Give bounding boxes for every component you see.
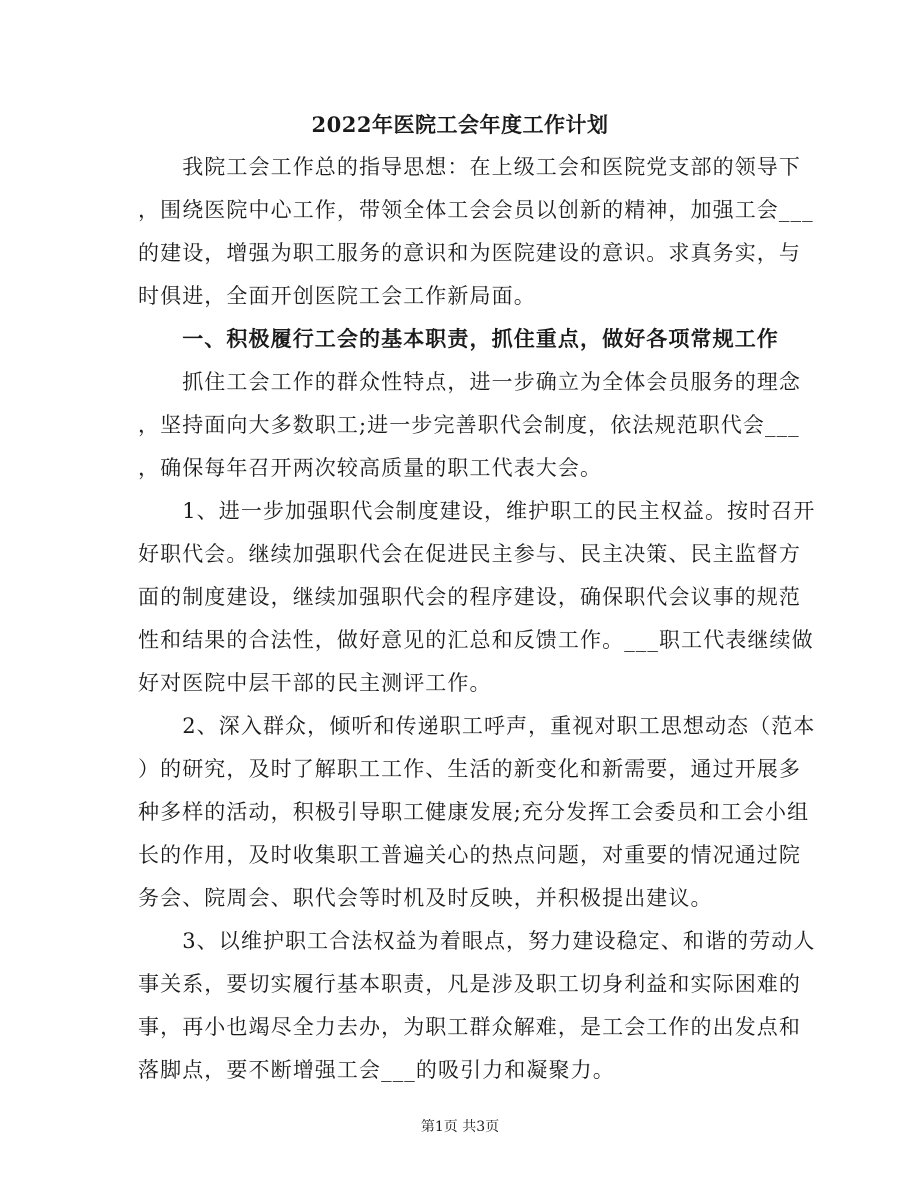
section-heading: 一、积极履行工会的基本职责，抓住重点，做好各项常规工作 [138, 326, 779, 351]
paragraph-line: 时俱进，全面开创医院工会工作新局面。 [138, 284, 536, 308]
paragraph-line: 事，再小也竭尽全力去办，为职工群众解难，是工会工作的出发点和 [138, 1015, 801, 1039]
paragraph-line: 的建设，增强为职工服务的意识和为医院建设的意识。求真务实，与 [138, 241, 801, 265]
paragraph-line: 2、深入群众，倾听和传递职工呼声，重视对职工思想动态（范本 [138, 714, 816, 738]
paragraph-line: 事关系，要切实履行基本职责，凡是涉及职工切身利益和实际困难的 [138, 972, 801, 996]
page-number-footer: 第1页 共3页 [420, 1119, 500, 1135]
paragraph-line: ，围绕医院中心工作，带领全体工会会员以创新的精神，加强工会___ [138, 198, 814, 222]
paragraph-line: ）的研究，及时了解职工工作、生活的新变化和新需要，通过开展多 [138, 757, 801, 781]
paragraph-line: ，坚持面向大多数职工;进一步完善职代会制度，依法规范职代会___ [138, 413, 800, 437]
paragraph-line: 3、以维护职工合法权益为着眼点，努力建设稳定、和谐的劳动人 [138, 929, 816, 953]
paragraph-line: 种多样的活动，积极引导职工健康发展;充分发挥工会委员和工会小组 [138, 800, 810, 824]
paragraph-line: 好职代会。继续加强职代会在促进民主参与、民主决策、民主监督方 [138, 542, 801, 566]
paragraph-line: 好对医院中层干部的民主测评工作。 [138, 671, 492, 695]
document-title: 2022年医院工会年度工作计划 [311, 112, 609, 137]
paragraph-line: 长的作用，及时收集职工普遍关心的热点问题，对重要的情况通过院 [138, 843, 801, 867]
paragraph-line: ，确保每年召开两次较高质量的职工代表大会。 [138, 456, 603, 480]
paragraph-line: 1、进一步加强职代会制度建设，维护职工的民主权益。按时召开 [138, 499, 816, 523]
paragraph-line: 面的制度建设，继续加强职代会的程序建设，确保职代会议事的规范 [138, 585, 801, 609]
paragraph-line: 务会、院周会、职代会等时机及时反映，并积极提出建议。 [138, 886, 713, 910]
paragraph-line: 落脚点，要不断增强工会___的吸引力和凝聚力。 [138, 1058, 615, 1082]
paragraph-line: 抓住工会工作的群众性特点，进一步确立为全体会员服务的理念 [138, 370, 801, 394]
paragraph-line: 我院工会工作总的指导思想：在上级工会和医院党支部的领导下 [138, 155, 801, 179]
paragraph-line: 性和结果的合法性，做好意见的汇总和反馈工作。___职工代表继续做 [138, 628, 814, 652]
